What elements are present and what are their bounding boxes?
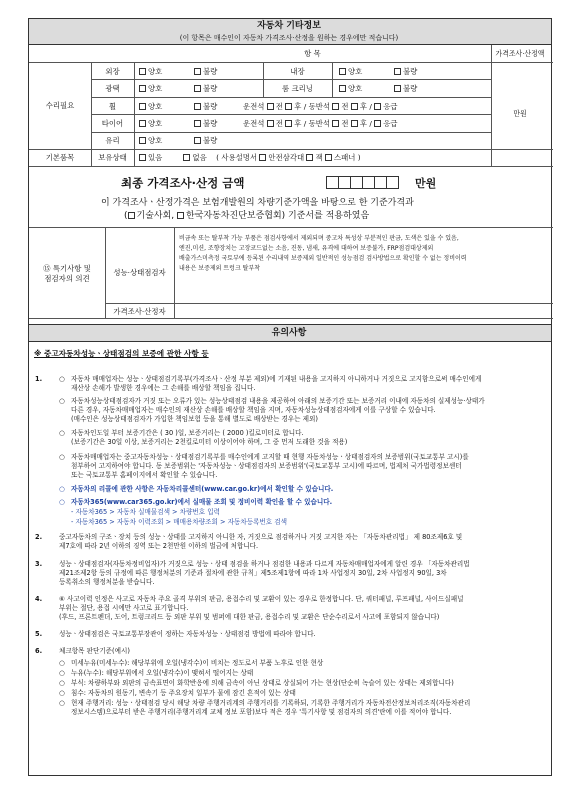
gloss-bad-option[interactable]: 불량	[194, 84, 217, 93]
group-repair-label: 수리필요	[45, 101, 75, 110]
note-number: 2.	[35, 533, 43, 541]
note-6-item-5-l1: 현재 주행거리: 성능ㆍ상태점검 당시 해당 차량 주행거리계의 주행거리를 기록하되, 기록한 주행거리가 자동차전산정보처리조직(자동차관리	[71, 699, 471, 707]
note-1-b1-l2: 재산상 손해가 발생한 경우에는 그 손해를 배상할 책임을 집니다.	[71, 384, 256, 392]
bullet-circle: ○	[59, 679, 65, 687]
tire-good-option[interactable]: 양호	[139, 119, 162, 128]
checkbox[interactable]	[339, 68, 346, 75]
row-wheel-label: 휠	[108, 102, 117, 111]
wheel-bad-option[interactable]: 불량	[194, 102, 217, 111]
note-5-text: 성능ㆍ상태점검은 국토교통부장관이 정하는 자동차성능ㆍ상태점검 방법에 따라야 합니다.	[59, 630, 316, 638]
row-gloss-label: 광택	[105, 84, 120, 93]
note-6-item-2: 누유(누수): 해당부위에서 오일(냉각수)이 맺혀서 떨어지는 상태	[71, 669, 254, 677]
checkbox[interactable]	[351, 120, 358, 127]
checkbox[interactable]	[339, 85, 346, 92]
row-tire-label: 타이어	[101, 119, 124, 128]
col-item-header: 항 목	[304, 49, 321, 58]
note-1-b1-l1: 자동차 매매업자는 성능ㆍ상태점검기록부(가격조사ㆍ산정 부분 제외)에 기재된 내용을 고지하지 아니하거나 거짓으로 고지함으로써 매수인에게	[71, 375, 482, 383]
opinion-text-3: 배출가스미측정 국토부에 등록된 수리내역 보증제외 일반적인 성능점검 검사방법으로 확인할 수 없는 정비이력	[179, 255, 467, 262]
final-price-unit: 만원	[415, 177, 437, 190]
appraiser-label: 가격조사·산정자	[113, 307, 166, 316]
notes-bar	[29, 324, 551, 342]
bullet-circle: ○	[59, 669, 65, 677]
checkbox[interactable]	[325, 154, 332, 161]
opinion-text-4: 내용은 보증제외 트렁크 탈부착	[179, 265, 261, 272]
note-4-l3: (후드, 프론트펜더, 도어, 트렁크리드 등 외판 부위 및 범퍼에 대한 판금, 용접수리 및 교환은 단순수리로서 사고에 포함되지 않습니다)	[59, 613, 440, 621]
checkbox[interactable]	[139, 68, 146, 75]
inspector-label: 성능·상태점검자	[113, 268, 166, 277]
checkbox[interactable]	[374, 120, 381, 127]
note-1-b3-l1: 자동차인도일 부터 보증기간은 ( 30 )일, 보증거리는 ( 2000 )킬로미터로 합니다.	[71, 429, 304, 437]
notes-title: 유의사항	[271, 328, 307, 338]
checkbox[interactable]	[267, 103, 274, 110]
checkbox[interactable]	[194, 103, 201, 110]
final-line-1: 이 가격조사ㆍ산정가격은 보험개발원의 차량기준가액을 바탕으로 한 기준가격과	[101, 198, 414, 208]
basic-items-label: 기본품목	[45, 153, 75, 162]
checkbox[interactable]	[394, 68, 401, 75]
bullet-circle: ○	[59, 659, 65, 667]
ext-good-option[interactable]: 양호	[139, 67, 162, 76]
note-1-b3-l2: (보증기간은 30일 이상, 보증거리는 2천킬로미터 이상이어야 하며, 그 중 먼저 도래한 것을 적용)	[71, 438, 348, 446]
final-line-2: ( 기술사회, 한국자동차진단보증협회) 기준서를 적용하였음	[124, 211, 370, 221]
final-price-title: 최종 가격조사·산정 금액	[121, 176, 245, 190]
bullet-circle: ○	[59, 689, 65, 697]
note-1-b4-l1: 자동차매매업자는 중고자동차성능ㆍ상태점검기록부를 매수인에게 고지할 때 현행 자동차성능ㆍ상태점검자의 보증범위(국토교통부 고시)를	[71, 453, 469, 461]
interior-bad-option[interactable]: 불량	[394, 67, 417, 76]
checkbox[interactable]	[194, 120, 201, 127]
notes-section-heading: ※ 중고자동차성능ㆍ상태점검의 보증에 관한 사항 등	[34, 349, 209, 358]
note-number: 6.	[35, 647, 43, 655]
checkbox[interactable]	[194, 68, 201, 75]
col-price-header: 가격조사·산정액	[495, 49, 545, 58]
glass-bad-option[interactable]: 불량	[194, 136, 217, 145]
document-form	[28, 18, 552, 776]
checkbox[interactable]	[374, 103, 381, 110]
glass-good-option[interactable]: 양호	[139, 136, 162, 145]
wheel-good-option[interactable]: 양호	[139, 102, 162, 111]
bullet-circle: ○	[59, 485, 65, 493]
note-1-b4-l2: 첨부하여 고지하여야 합니다. 동 보증범위는 '자동차성능ㆍ상태점검자의 보증범위'(국토교통부 고시)에 따르며, 법제처 국가법령정보센터	[71, 462, 462, 470]
checkbox[interactable]	[194, 85, 201, 92]
bullet-circle: ○	[59, 375, 65, 383]
bullet-circle: ○	[59, 429, 65, 437]
final-price-input[interactable]	[327, 176, 399, 191]
note-number: 3.	[35, 560, 43, 568]
checkbox[interactable]	[128, 212, 135, 219]
note-1-b2-l2: 다른 경우, 자동차매매업자는 매수인의 재산상 손해를 배상할 책임을 지며, 자동차성능상태점검자에게 이를 구상할 수 있습니다.	[71, 406, 436, 414]
note-1-b2-l1: 자동차성능상태점검자가 거짓 또는 오류가 있는 성능상태점검 내용을 제공하여 아래의 보증기간 또는 보증거리 이내에 자동차의 실제성능·상태가	[71, 397, 485, 405]
bullet-circle: ○	[59, 453, 65, 461]
wheel-position-options: 운전석 전 후 / 동반석 전 후 / 응급	[243, 102, 398, 111]
header-bar	[29, 19, 551, 45]
row-ext-label: 외장	[105, 67, 120, 76]
opinion-text-2: 엔진,미션, 조향장치는 고장코드없는 소음, 진동, 냄새, 유격에 대하여 보증불가, FRP점검대상제외	[179, 245, 434, 252]
tire-bad-option[interactable]: 불량	[194, 119, 217, 128]
checkbox[interactable]	[177, 212, 184, 219]
note-2-l2: 제7호에 따라 2년 이하의 징역 또는 2천만원 이하의 벌금에 처합니다.	[59, 542, 259, 550]
gloss-good-option[interactable]: 양호	[139, 84, 162, 93]
checkbox[interactable]	[139, 103, 146, 110]
note-1-b4-l3: 또는 국토교통부 홈페이지에서 확인할 수 있습니다.	[71, 471, 218, 479]
room-clean-label: 룸 크리닝	[282, 84, 313, 93]
note-4-l2: 부위는 절단, 용접 시에만 사고로 표기합니다.	[59, 604, 189, 612]
recall-link[interactable]: 자동차의 리콜에 관한 사항은 자동차리콜센터(www.car.go.kr)에서 확인할 수 있습니다.	[71, 485, 334, 493]
note-3-l3: 등록취소의 행정처분을 받습니다.	[59, 578, 155, 586]
checkbox[interactable]	[285, 103, 292, 110]
car365-step-2: - 자동차365 > 자동차 이력조회 > 매매용차량조회 > 자동차등록번호 검색	[71, 518, 288, 526]
opinion-label-2: 점검자의 의견	[44, 274, 90, 283]
checkbox[interactable]	[139, 154, 146, 161]
ext-bad-option[interactable]: 불량	[194, 67, 217, 76]
interior-good-option[interactable]: 양호	[339, 67, 362, 76]
car365-step-1: - 자동차365 > 자동차 실매물검색 > 차량번호 입력	[71, 508, 220, 516]
note-2-l1: 중고자동차의 구조ㆍ장치 등의 성능ㆍ상태를 고지하지 아니한 자, 거짓으로 점검하거나 거짓 고지한 자는 「자동차관리법」 제 80조제6호 및	[59, 533, 463, 541]
basic-items-options: 있음 없음 ( 사용설명서 안전삼각대 잭 스패너 )	[139, 153, 361, 162]
checkbox[interactable]	[194, 137, 201, 144]
note-6-item-5-l2: 정보시스템)으로부터 받은 주행거리(주행거리계 교체 정보 포함)보다 적은 경우 '특기사항 및 점검자의 의견'란에 이를 적어야 합니다.	[71, 708, 452, 716]
car365-link[interactable]: 자동차365(www.car365.go.kr)에서 실매물 조회 및 정비이력 확인을 할 수 있습니다.	[71, 498, 333, 506]
note-3-l1: 성능ㆍ상태점검자(자동차정비업자)가 거짓으로 성능ㆍ상태 점검을 하거나 점검한 내용과 다르게 자동차매매업자에게 알린 경우 「자동차관리법	[59, 560, 470, 568]
room-bad-option[interactable]: 불량	[394, 84, 417, 93]
note-6-item-4: 침수: 자동차의 원동기, 변속기 등 주요장치 일부가 물에 잠긴 흔적이 있는 상태	[71, 689, 296, 697]
checkbox[interactable]	[306, 154, 313, 161]
bullet-circle: ○	[59, 498, 65, 506]
note-4-l1: ⑥ 사고이력 인정은 사고로 자동차 주요 골격 부위의 판금, 용접수리 및 교환이 있는 경우로 한정합니다. 단, 쿼터패널, 루프패널, 사이드실패널	[59, 595, 464, 603]
header-subtitle: (이 항목은 매수인이 자동차 가격조사·산정을 원하는 경우에만 적습니다)	[179, 34, 399, 42]
note-1-b2-l3: (매수인은 성능상태점검자가 가입한 책임보험 등을 통해 별도로 배상받는 경우는 제외)	[71, 415, 318, 423]
checkbox[interactable]	[351, 103, 358, 110]
checkbox[interactable]	[332, 103, 339, 110]
tire-position-options: 운전석 전 후 / 동반석 전 후 / 응급	[243, 119, 398, 128]
unit-manwon: 만원	[513, 109, 527, 118]
interior-label: 내장	[290, 67, 305, 76]
note-6-item-1: 미세누유(미세누수): 해당부위에 오일(냉각수)이 비치는 정도로서 부품 노후로 인한 현상	[71, 659, 324, 667]
note-number: 5.	[35, 630, 43, 638]
checkbox[interactable]	[259, 154, 266, 161]
checkbox[interactable]	[394, 85, 401, 92]
note-6-item-3: 부식: 차량하부와 외판의 금속표면이 화학반응에 의해 금속이 아닌 상태로 상실되어 가는 현상(단순히 녹슬어 있는 상태는 제외합니다)	[71, 679, 454, 687]
note-6-title: 체크항목 판단기준(예시)	[59, 647, 130, 655]
note-3-l2: 제21조제2항 등의 규정에 따른 행정처분의 기준과 절차에 관한 규칙」제5조제1항에 따라 1차 사업정지 30일, 2차 사업정지 90일, 3차	[59, 569, 447, 577]
opinion-label-1: ⑮ 특기사항 및	[43, 264, 91, 273]
room-good-option[interactable]: 양호	[339, 84, 362, 93]
bullet-circle: ○	[59, 397, 65, 405]
possession-label: 보유상태	[98, 153, 127, 162]
opinion-text-1: 비금속 또는 탈부착 가능 부품은 점검사항에서 제외되며 중고차 특성상 부분적인 판금, 도색은 있을 수 있음,	[179, 235, 459, 242]
checkbox[interactable]	[139, 137, 146, 144]
note-number: 1.	[35, 375, 43, 383]
checkbox[interactable]	[332, 120, 339, 127]
row-glass-label: 유리	[105, 136, 120, 145]
header-title: 자동차 기타정보	[257, 21, 321, 31]
checkbox[interactable]	[139, 120, 146, 127]
note-number: 4.	[35, 595, 43, 603]
checkbox[interactable]	[183, 154, 190, 161]
checkbox[interactable]	[267, 120, 274, 127]
checkbox[interactable]	[139, 85, 146, 92]
bullet-circle: ○	[59, 699, 65, 707]
checkbox[interactable]	[285, 120, 292, 127]
